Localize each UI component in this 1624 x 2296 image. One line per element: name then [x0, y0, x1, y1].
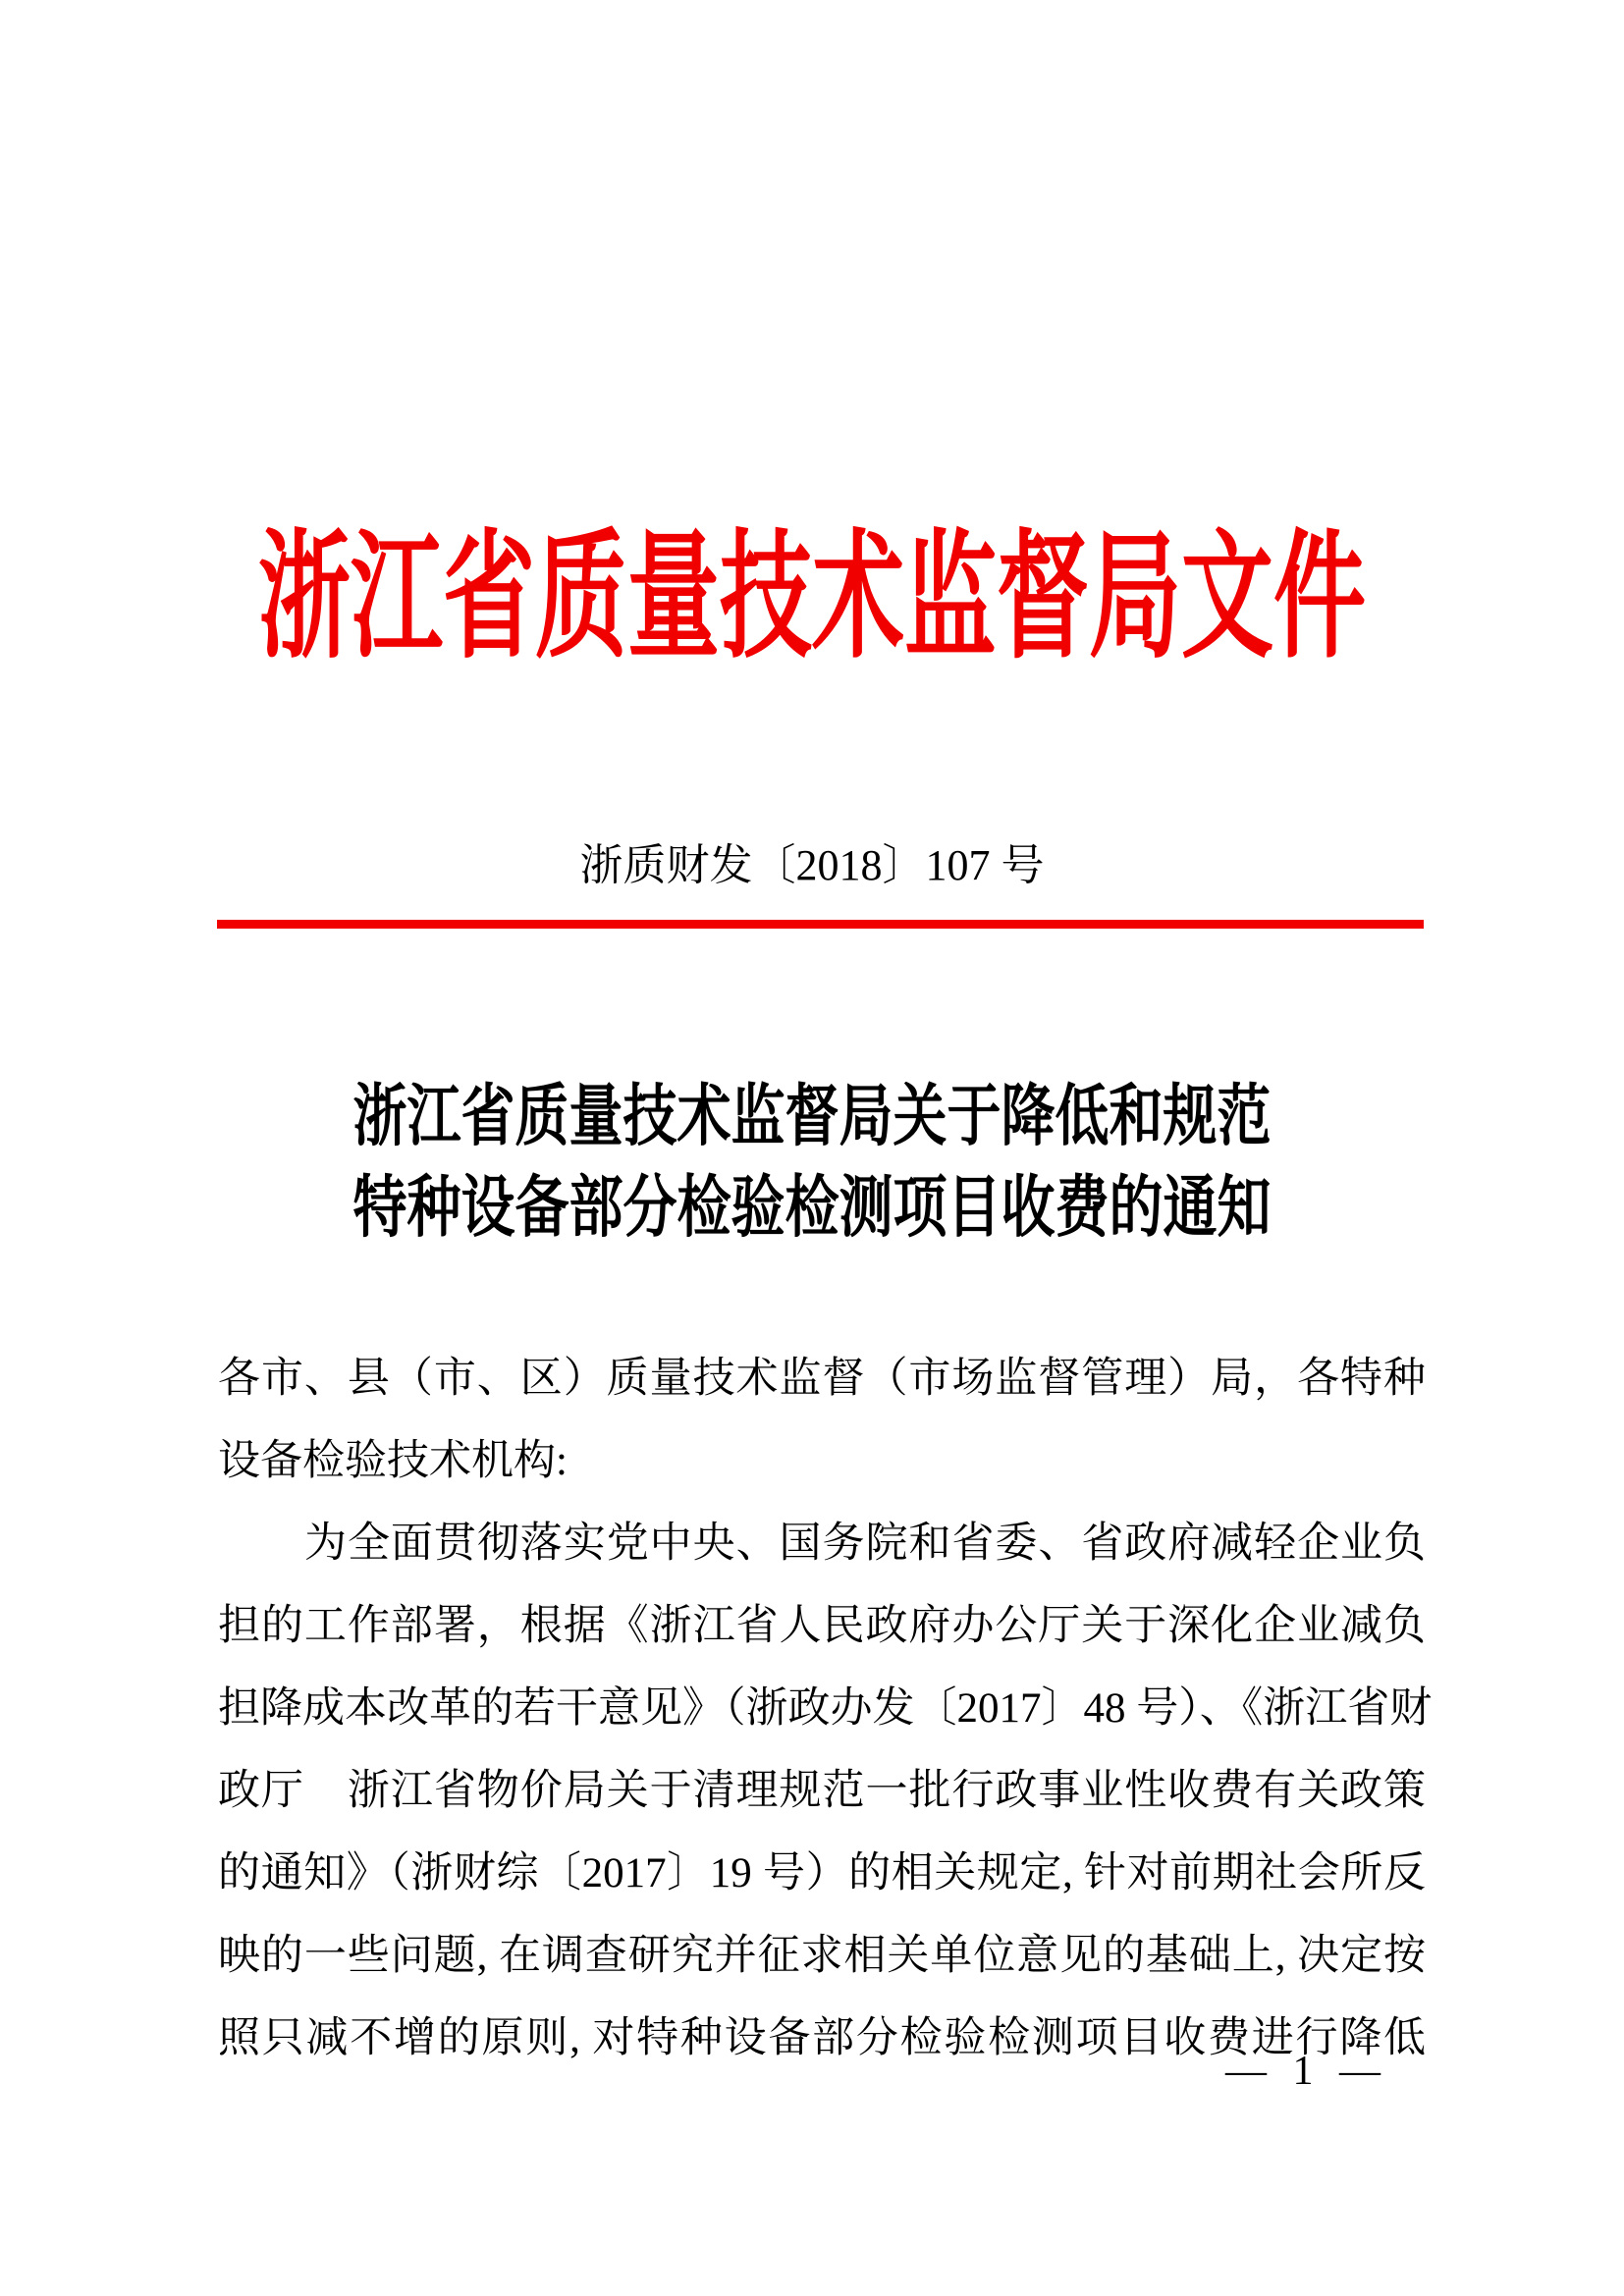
body-line: 担的工作部署，根据《浙江省人民政府办公厅关于深化企业减负 — [218, 1603, 1426, 1649]
body-paragraphs — [218, 1338, 1433, 2080]
agency-header-title: 浙江省质量技术监督局文件 — [257, 522, 1366, 675]
page-number: — 1 — — [1225, 2049, 1388, 2094]
document-title — [0, 1071, 1624, 1254]
document-title-line-2: 特种设备部分检验检测项目收费的通知 — [352, 1170, 1272, 1246]
body-line: 为全面贯彻落实党中央、国务院和省委、省政府减轻企业负 — [304, 1521, 1426, 1567]
body-line: 的通知》（浙财综〔2017〕19 号）的相关规定, 针对前期社会所反 — [218, 1850, 1426, 1896]
body-line: 设备检验技术机构: — [218, 1438, 568, 1484]
body-line: 映的一些问题, 在调查研究并征求相关单位意见的基础上, 决定按 — [218, 1933, 1426, 1979]
body-line: 政厅 浙江省物价局关于清理规范一批行政事业性收费有关政策 — [218, 1768, 1426, 1814]
body-line: 担降成本改革的若干意见》（浙政办发〔2017〕48 号）、《浙江省财 — [218, 1685, 1433, 1732]
body-line: 照只减不增的原则, 对特种设备部分检验检测项目收费进行降低 — [218, 2015, 1426, 2061]
red-divider-line — [217, 920, 1424, 929]
body-line: 各市、县（市、区）质量技术监督（市场监督管理）局，各特种 — [218, 1356, 1426, 1402]
document-title-line-1: 浙江省质量技术监督局关于降低和规范 — [352, 1079, 1272, 1154]
document-number: 浙质财发〔2018〕107 号 — [579, 841, 1045, 889]
